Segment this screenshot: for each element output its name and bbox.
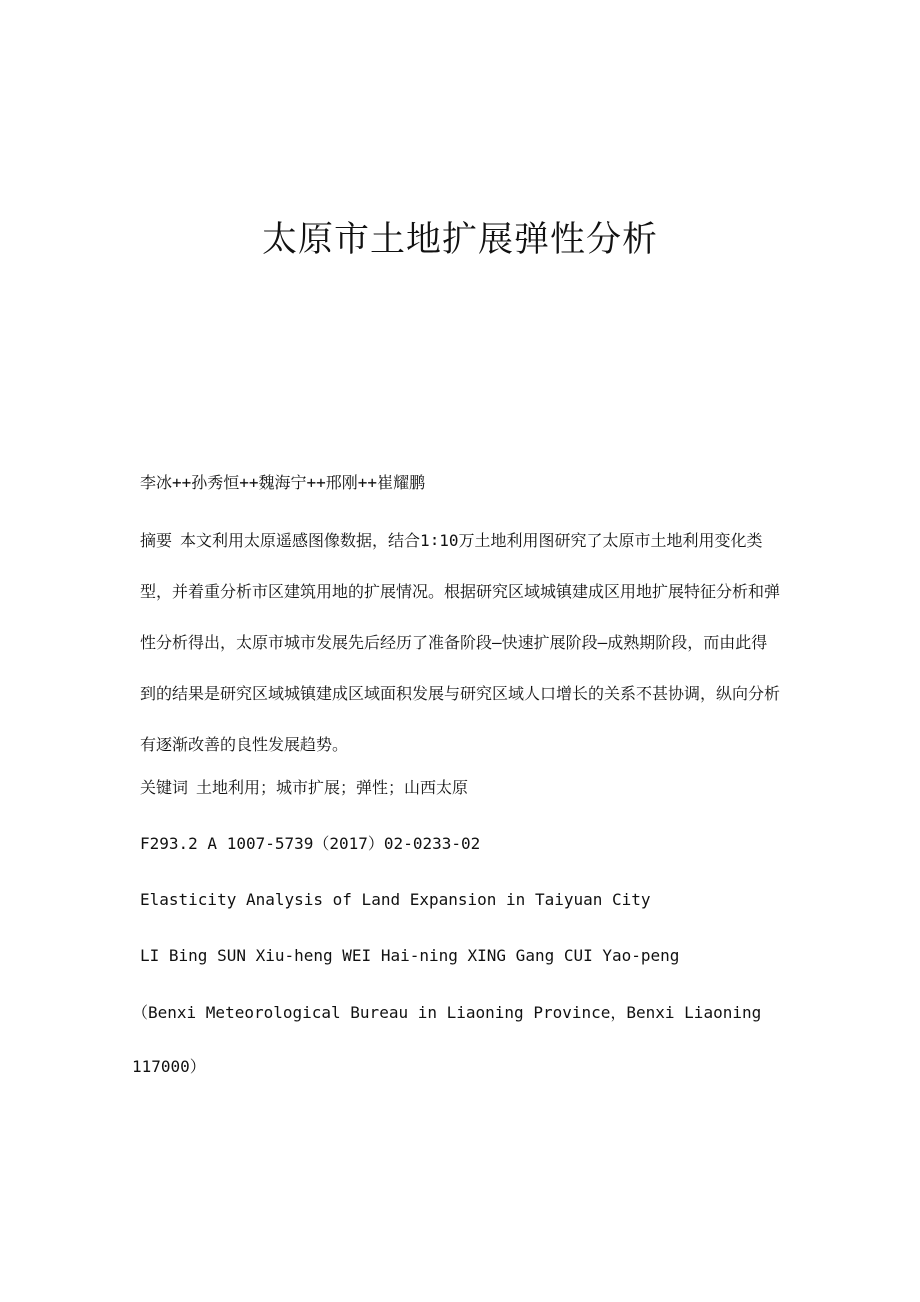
author-list: 李冰++孙秀恒++魏海宁++邢刚++崔耀鹏 (140, 473, 426, 492)
classification-code: F293.2 A 1007-5739（2017）02-0233-02 (140, 834, 481, 853)
paper-title: 太原市土地扩展弹性分析 (261, 220, 658, 260)
abstract-text: 本文利用太原遥感图像数据，结合1∶10万土地利用图研究了太原市土地利用变化类型，并着重分析市区建筑用地的扩展情况。根据研究区域城镇建成区用地扩展特征分析和弹性分析得出，太原市城市发展先后经历了准备阶段—快速扩展阶段—成熟期阶段，而由此得到的结果是研究区域城镇建成区域面积发展与研究区域人口增长的关系不甚协调，纵向分析有逐渐改善的良性发展趋势。 (140, 531, 781, 754)
keywords (140, 774, 780, 802)
affiliation: （Benxi Meteorological Bureau in Liaoning Province，Benxi Liaoning 117000） (132, 1003, 762, 1076)
abstract (140, 515, 780, 770)
english-authors: LI Bing SUN Xiu-heng WEI Hai-ning XING Gang CUI Yao-peng (140, 946, 680, 965)
keywords-label: 关键词 (140, 778, 189, 797)
abstract-label: 摘要 (140, 531, 173, 550)
paper-body (132, 469, 781, 1122)
keywords-text: 土地利用；城市扩展；弹性；山西太原 (196, 778, 469, 797)
english-title: Elasticity Analysis of Land Expansion in Taiyuan City (140, 890, 651, 909)
